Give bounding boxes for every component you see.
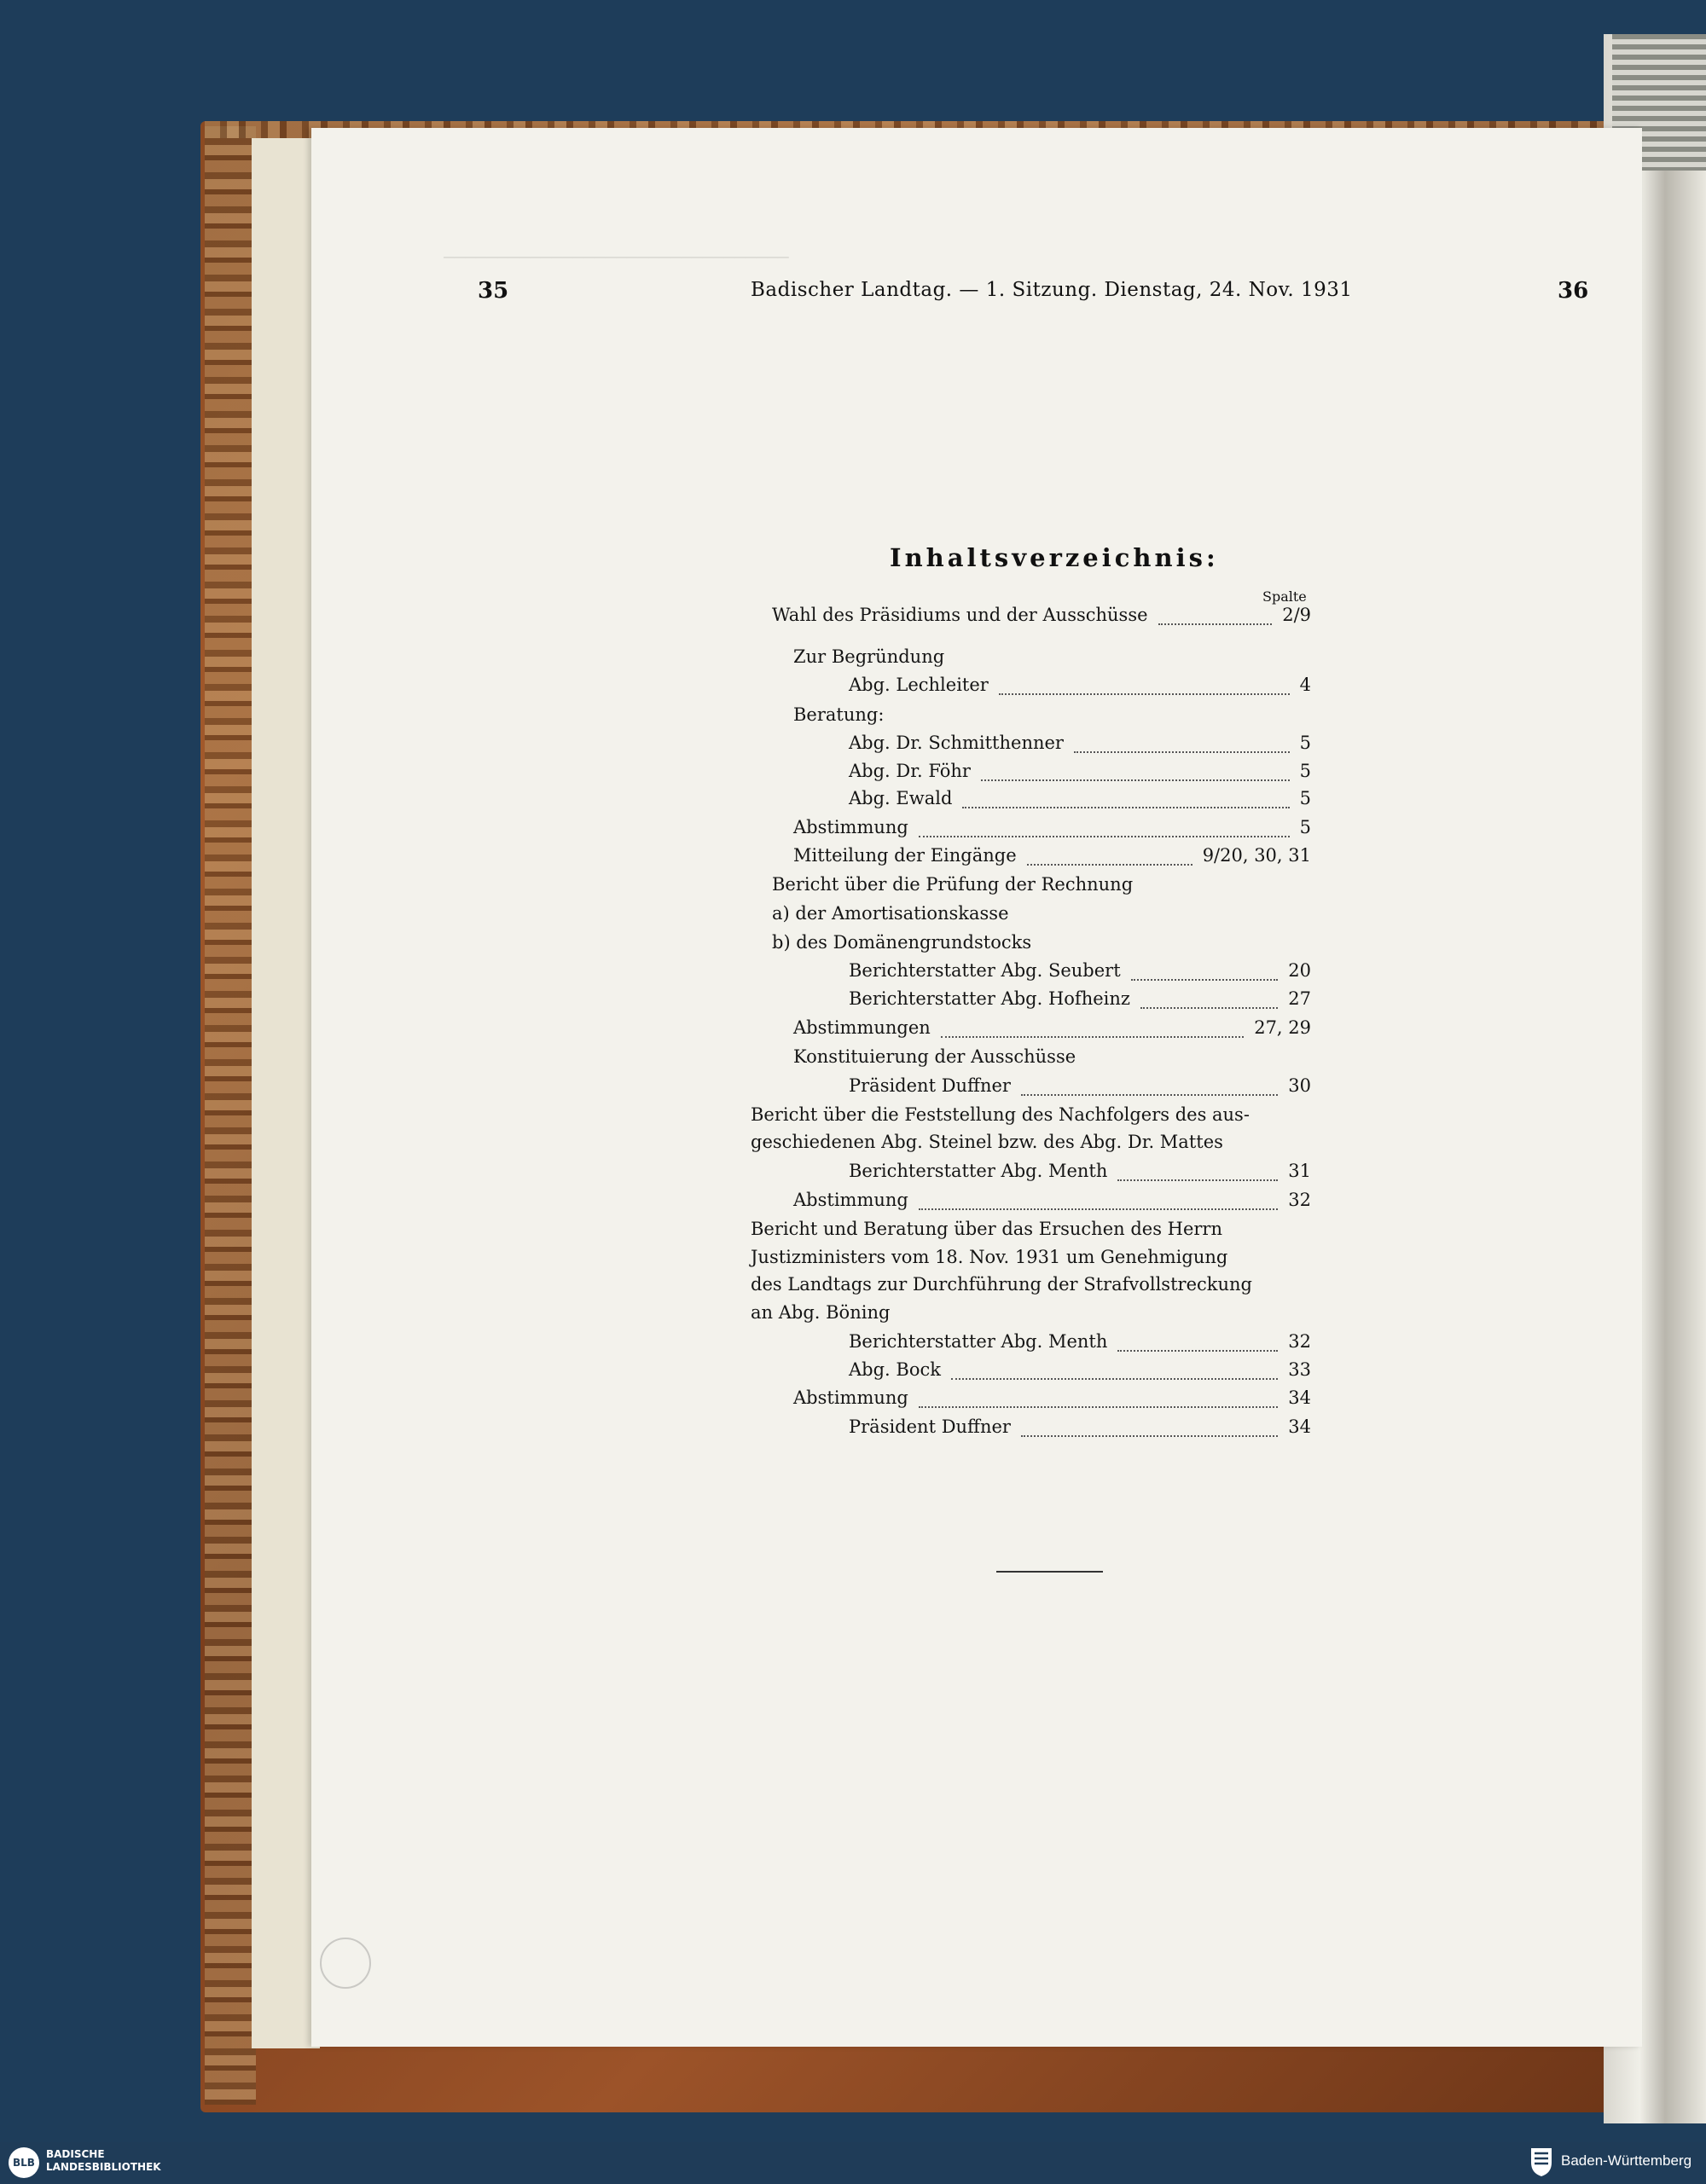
toc-entry-text: Berichterstatter Abg. Menth <box>849 1331 1108 1352</box>
toc-entry-text: an Abg. Böning <box>751 1302 891 1323</box>
toc-entry-text: Berichterstatter Abg. Hofheinz <box>849 988 1130 1009</box>
toc-entry-text: Mitteilung der Eingänge <box>793 845 1017 866</box>
flyleaf <box>252 138 320 2048</box>
blb-logo-icon: BLB <box>9 2147 39 2178</box>
toc-entry-text: Abg. Ewald <box>849 788 953 808</box>
toc-entry-text: Abg. Dr. Schmitthenner <box>849 733 1064 753</box>
toc-entry-page: 5 <box>1299 733 1311 753</box>
toc-entry-page: 27, 29 <box>1254 1017 1311 1038</box>
toc-dot-leader <box>919 1405 1278 1408</box>
toc-entry-text: Abstimmungen <box>793 1017 931 1038</box>
toc-dot-leader <box>919 834 1290 837</box>
toc-entry-page: 4 <box>1299 675 1311 695</box>
toc-dot-leader <box>1074 750 1290 753</box>
library-name-line1: BADISCHE <box>46 2148 105 2160</box>
page-number-left: 35 <box>478 278 509 304</box>
toc-entry-text: Bericht über die Prüfung der Rechnung <box>772 874 1134 895</box>
toc-entry-page: 30 <box>1288 1075 1311 1096</box>
toc-entry-text: b) des Domänengrundstocks <box>772 932 1032 953</box>
running-title: Badischer Landtag. — 1. Sitzung. Dienstag, 24. Nov. 1931 <box>751 279 1353 301</box>
state-name: Baden-Württemberg <box>1561 2152 1692 2169</box>
bleed-through-header: ──────────────────────────────── <box>444 247 789 268</box>
toc-entry-page: 5 <box>1299 761 1311 781</box>
toc-entry-text: a) der Amortisationskasse <box>772 903 1009 924</box>
toc-entry-page: 32 <box>1288 1190 1311 1210</box>
toc-dot-leader <box>1158 622 1272 625</box>
footer-bar <box>0 2142 1706 2184</box>
toc-entry-text: Zur Begründung <box>793 646 945 667</box>
toc-entry-page: 33 <box>1288 1359 1311 1380</box>
toc-entry-page: 2/9 <box>1282 605 1311 625</box>
toc-entry-text: Abg. Dr. Föhr <box>849 761 971 781</box>
toc-entry-text: des Landtags zur Durchführung der Strafvollstreckung <box>751 1274 1252 1295</box>
toc-entry-text: Berichterstatter Abg. Menth <box>849 1161 1108 1181</box>
page-number-right: 36 <box>1558 278 1589 304</box>
toc-entry-text: Abstimmung <box>793 817 908 837</box>
toc-dot-leader <box>1021 1092 1278 1096</box>
toc-entry-text: Abg. Bock <box>849 1359 941 1380</box>
toc-entry-text: Präsident Duffner <box>849 1075 1011 1096</box>
toc-dot-leader <box>1131 977 1278 981</box>
toc-entry-text: Wahl des Präsidiums und der Ausschüsse <box>772 605 1148 625</box>
toc-entry-text: Bericht und Beratung über das Ersuchen des Herrn <box>751 1219 1222 1239</box>
toc-entry-text: geschiedenen Abg. Steinel bzw. des Abg. Dr. Mattes <box>751 1132 1223 1152</box>
toc-entry-text: Bericht über die Feststellung des Nachfolgers des aus- <box>751 1104 1250 1125</box>
toc-title: Inhaltsverzeichnis: <box>890 543 1219 572</box>
toc-entry-page: 5 <box>1299 788 1311 808</box>
toc-dot-leader <box>981 778 1290 781</box>
toc-entry-text: Beratung: <box>793 704 885 725</box>
toc-dot-leader <box>1140 1005 1278 1009</box>
toc-entry-text: Präsident Duffner <box>849 1416 1011 1437</box>
toc-column-heading: Spalte <box>1262 588 1307 605</box>
toc-entry-text: Justizministers vom 18. Nov. 1931 um Genehmigung <box>751 1247 1228 1267</box>
toc-dot-leader <box>941 1034 1244 1038</box>
toc-entry-text: Abstimmung <box>793 1387 908 1408</box>
toc-entry-page: 20 <box>1288 960 1311 981</box>
library-name <box>46 2148 161 2174</box>
toc-entry-page: 9/20, 30, 31 <box>1202 845 1311 866</box>
toc-dot-leader <box>1117 1178 1278 1181</box>
library-name-line2: LANDESBIBLIOTHEK <box>46 2161 161 2173</box>
toc-entry-page: 5 <box>1299 817 1311 837</box>
marbled-edge-left <box>205 126 256 2105</box>
section-rule <box>996 1571 1103 1573</box>
toc-dot-leader <box>1021 1434 1278 1437</box>
toc-entry-page: 32 <box>1288 1331 1311 1352</box>
toc-dot-leader <box>962 805 1290 808</box>
toc-dot-leader <box>951 1376 1278 1380</box>
toc-entry-page: 34 <box>1288 1416 1311 1437</box>
toc-entry-page: 31 <box>1288 1161 1311 1181</box>
toc-dot-leader <box>999 692 1290 695</box>
toc-dot-leader <box>919 1207 1278 1210</box>
toc-entry-text: Berichterstatter Abg. Seubert <box>849 960 1121 981</box>
toc-entry-page: 34 <box>1288 1387 1311 1408</box>
toc-entry-text: Abg. Lechleiter <box>849 675 989 695</box>
toc-dot-leader <box>1027 862 1192 866</box>
toc-dot-leader <box>1117 1348 1278 1352</box>
coat-of-arms-icon <box>1529 2146 1554 2178</box>
pencil-mark <box>320 1938 371 1989</box>
toc-entry-text: Konstituierung der Ausschüsse <box>793 1046 1076 1067</box>
toc-entry-page: 27 <box>1288 988 1311 1009</box>
toc-entry-text: Abstimmung <box>793 1190 908 1210</box>
